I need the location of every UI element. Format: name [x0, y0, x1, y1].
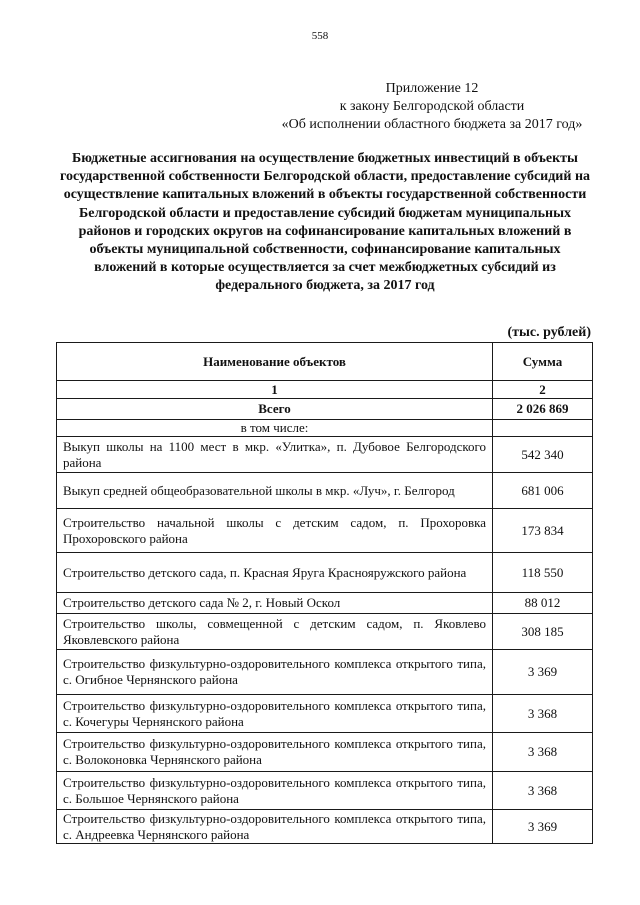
appendix-line-2: к закону Белгородской области — [339, 99, 525, 114]
object-name: Строительство физкультурно-оздоровительного комплекса открытого типа, с. Огибное Чернянского района — [57, 650, 493, 695]
object-name: Строительство школы, совмещенной с детским садом, п. Яковлево Яковлевского района — [57, 614, 493, 650]
object-name: Строительство физкультурно-оздоровительного комплекса открытого типа, с. Волоконовка Чернянского района — [57, 733, 493, 772]
object-sum: 3 369 — [493, 650, 593, 695]
table-row — [57, 473, 593, 509]
including-empty — [493, 420, 593, 437]
object-sum: 88 012 — [493, 593, 593, 614]
table-row — [57, 437, 593, 473]
column-number-row — [57, 381, 593, 399]
object-sum: 308 185 — [493, 614, 593, 650]
table-row — [57, 614, 593, 650]
appendix-header — [262, 80, 602, 134]
object-name: Строительство физкультурно-оздоровительного комплекса открытого типа, с. Кочегуры Чернянского района — [57, 695, 493, 733]
budget-table — [56, 342, 593, 844]
object-sum: 3 369 — [493, 810, 593, 844]
header-name: Наименование объектов — [57, 343, 493, 381]
object-name: Выкуп школы на 1100 мест в мкр. «Улитка», п. Дубовое Белгородского района — [57, 437, 493, 473]
column-number-2: 2 — [493, 381, 593, 399]
page-number: 558 — [311, 30, 329, 42]
object-name: Строительство детского сада, п. Красная Яруга Краснояружского района — [57, 553, 493, 593]
table-row — [57, 772, 593, 810]
appendix-line-1: Приложение 12 — [385, 81, 479, 96]
object-sum: 542 340 — [493, 437, 593, 473]
total-label: Всего — [57, 399, 493, 420]
table-row — [57, 593, 593, 614]
table-row — [57, 810, 593, 844]
object-name: Строительство физкультурно-оздоровительного комплекса открытого типа, с. Андреевка Чернянского района — [57, 810, 493, 844]
object-sum: 3 368 — [493, 733, 593, 772]
object-name: Строительство детского сада № 2, г. Новый Оскол — [57, 593, 493, 614]
table-row — [57, 733, 593, 772]
object-sum: 681 006 — [493, 473, 593, 509]
object-sum: 3 368 — [493, 772, 593, 810]
object-sum: 3 368 — [493, 695, 593, 733]
appendix-line-3: «Об исполнении областного бюджета за 2017 год» — [281, 117, 583, 132]
object-sum: 118 550 — [493, 553, 593, 593]
total-row — [57, 399, 593, 420]
units-label: (тыс. рублей) — [507, 325, 591, 340]
object-name: Строительство физкультурно-оздоровительного комплекса открытого типа, с. Большое Чернянского района — [57, 772, 493, 810]
table-row — [57, 650, 593, 695]
table-row — [57, 553, 593, 593]
table-row — [57, 509, 593, 553]
header-sum: Сумма — [493, 343, 593, 381]
including-row — [57, 420, 593, 437]
table-header-row — [57, 343, 593, 381]
document-title: Бюджетные ассигнования на осуществление бюджетных инвестиций в объекты государственной собственности Белгородской области, предоставление субсидий на осуществление капитальных вложений в объекты государственной собственности Белгородской области и предоставление субсидий бюджетам муниципальных районов и городских округов на софинансирование капитальных вложений в объекты муниципальной собственности, софинансирование капитальных вложений в которые осуществляется за счет межбюджетных субсидий из федерального бюджета, за 2017 год — [60, 151, 591, 294]
object-name: Выкуп средней общеобразовательной школы в мкр. «Луч», г. Белгород — [57, 473, 493, 509]
total-sum: 2 026 869 — [493, 399, 593, 420]
including-label: в том числе: — [57, 420, 493, 437]
table-row — [57, 695, 593, 733]
object-name: Строительство начальной школы с детским садом, п. Прохоровка Прохоровского района — [57, 509, 493, 553]
object-sum: 173 834 — [493, 509, 593, 553]
column-number-1: 1 — [57, 381, 493, 399]
